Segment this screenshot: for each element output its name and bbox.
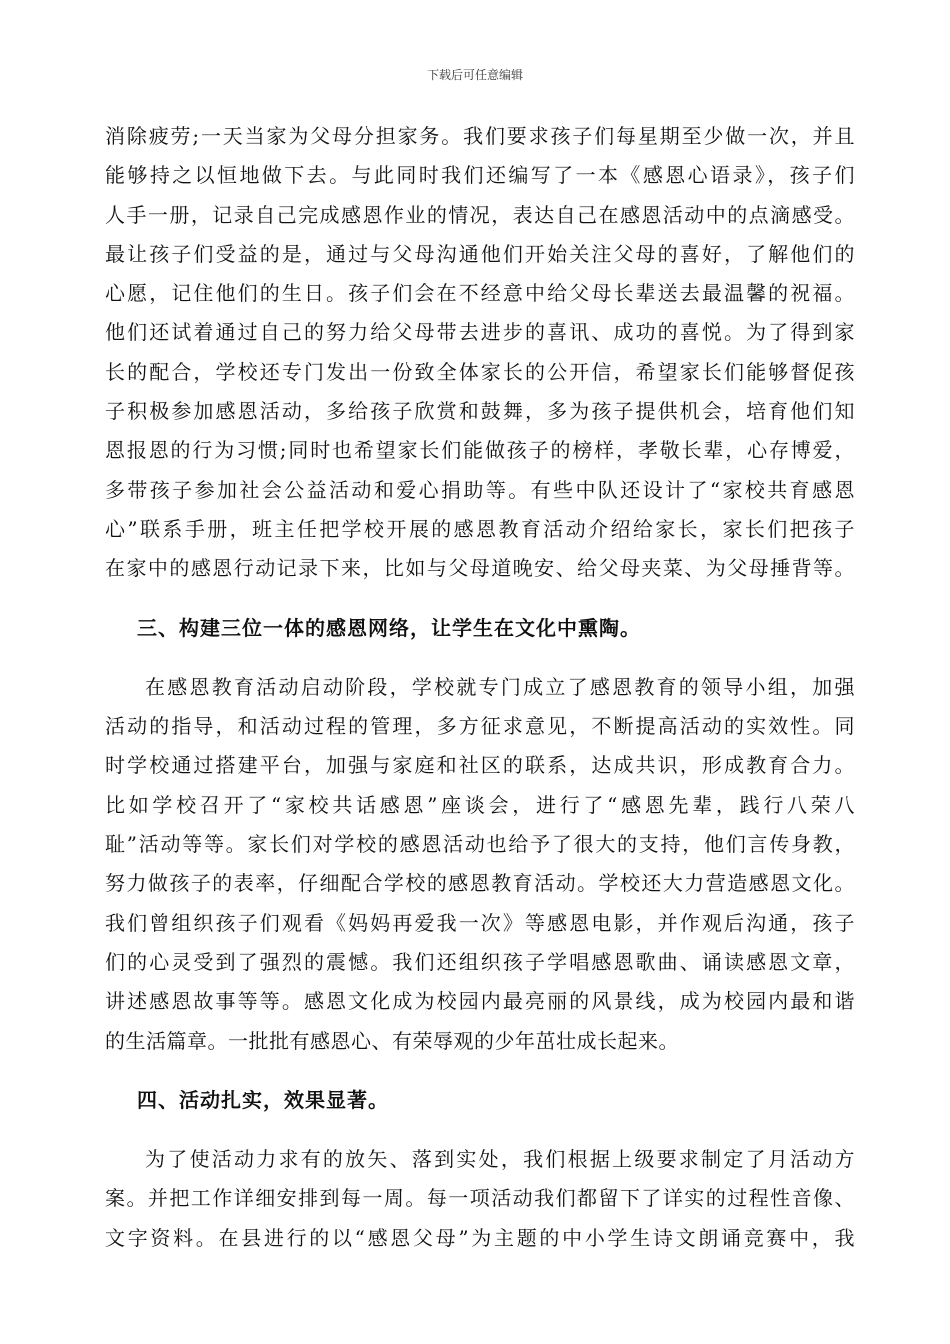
text-line: 在感恩教育活动启动阶段，学校就专门成立了感恩教育的领导小组，加强 — [145, 674, 855, 699]
document-body — [105, 117, 855, 1258]
text-line: 最让孩子们受益的是，通过与父母沟通他们开始关注父母的喜好，了解他们的 — [105, 241, 855, 266]
text-line: 为了使活动力求有的放矢、落到实处，我们根据上级要求制定了月活动方 — [145, 1147, 855, 1172]
text-line: 耻”活动等等。家长们对学校的感恩活动也给予了很大的支持，他们言传身教， — [105, 832, 855, 857]
section-heading-4: 四、活动扎实，效果显著。 — [137, 1087, 389, 1112]
text-line: 长的配合，学校还专门发出一份致全体家长的公开信，希望家长们能够督促孩 — [105, 359, 855, 384]
text-line: 他们还试着通过自己的努力给父母带去进步的喜讯、成功的喜悦。为了得到家 — [105, 320, 855, 345]
header-note: 下载后可任意编辑 — [426, 68, 523, 82]
text-line: 多带孩子参加社会公益活动和爱心捐助等。有些中队还设计了“家校共育感恩 — [105, 477, 855, 502]
paragraph-3 — [105, 1140, 855, 1258]
text-line: 案。并把工作详细安排到每一周。每一项活动我们都留下了详实的过程性音像、 — [105, 1186, 855, 1211]
text-line: 时学校通过搭建平台，加强与家庭和社区的联系，达成共识，形成教育合力。 — [105, 753, 855, 778]
spacer — [105, 589, 855, 609]
text-line: 我们曾组织孩子们观看《妈妈再爱我一次》等感恩电影，并作观后沟通，孩子 — [105, 910, 855, 935]
spacer — [105, 648, 855, 668]
paragraph-2 — [105, 668, 855, 1061]
text-line: 子积极参加感恩活动，多给孩子欣赏和鼓舞，多为孩子提供机会，培育他们知 — [105, 399, 855, 424]
text-line: 讲述感恩故事等等。感恩文化成为校园内最亮丽的风景线，成为校园内最和谐 — [105, 989, 855, 1014]
text-line: 文字资料。在县进行的以“感恩父母”为主题的中小学生诗文朗诵竞赛中，我 — [105, 1225, 855, 1250]
text-line: 比如学校召开了“家校共话感恩”座谈会，进行了“感恩先辈，践行八荣八 — [105, 792, 855, 817]
text-line: 们的心灵受到了强烈的震憾。我们还组织孩子学唱感恩歌曲、诵读感恩文章， — [105, 949, 855, 974]
text-line: 人手一册，记录自己完成感恩作业的情况，表达自己在感恩活动中的点滴感受。 — [105, 202, 855, 227]
text-line: 消除疲劳;一天当家为父母分担家务。我们要求孩子们每星期至少做一次，并且 — [105, 124, 855, 148]
paragraph-1 — [105, 117, 855, 589]
text-line: 在家中的感恩行动记录下来，比如与父母道晚安、给父母夹菜、为父母捶背等。 — [105, 556, 855, 581]
spacer — [105, 1061, 855, 1081]
text-line: 的生活篇章。一批批有感恩心、有荣辱观的少年茁壮成长起来。 — [105, 1028, 679, 1053]
text-line: 努力做孩子的表率，仔细配合学校的感恩教育活动。学校还大力营造感恩文化。 — [105, 871, 855, 896]
section-heading-3: 三、构建三位一体的感恩网络，让学生在文化中熏陶。 — [137, 615, 641, 640]
spacer — [105, 1120, 855, 1140]
text-line: 心愿，记住他们的生日。孩子们会在不经意中给父母长辈送去最温馨的祝福。 — [105, 281, 855, 306]
text-line: 心”联系手册，班主任把学校开展的感恩教育活动介绍给家长，家长们把孩子 — [105, 516, 855, 541]
text-line: 活动的指导，和活动过程的管理，多方征求意见，不断提高活动的实效性。同 — [105, 714, 855, 739]
text-line: 能够持之以恒地做下去。与此同时我们还编写了一本《感恩心语录》，孩子们 — [105, 163, 855, 188]
text-line: 恩报恩的行为习惯;同时也希望家长们能做孩子的榜样，孝敬长辈，心存博爱， — [105, 438, 855, 463]
